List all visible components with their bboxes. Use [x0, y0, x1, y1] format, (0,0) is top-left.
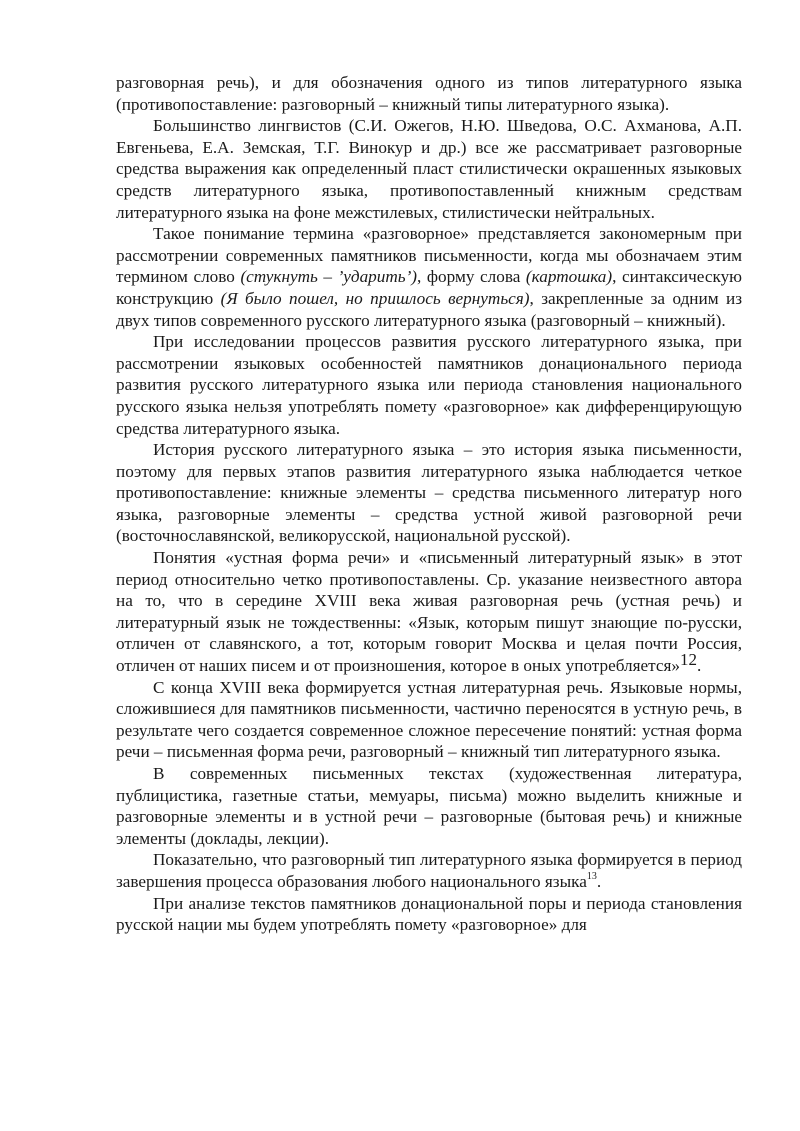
- paragraph-history: История русского литературного языка – это история языка письменности, поэтому для первых этапов развития литературного языка наблюдается четкое противопоставление: книжные элементы – средства письменного литератур ного языка, разговорные элементы – средства устной живой разговорной речи (восточнославянской, великорусской, национальной русской).: [116, 440, 742, 546]
- paragraph-18th-century: С конца XVIII века формируется устная литературная речь. Языковые нормы, сложившиеся для памятников письменности, частично переносятся в устную речь, в результате чего создается современное сложное пересечение понятий: устная форма речи – письменная форма речи, разговорный – книжный тип литературного языка.: [116, 677, 742, 762]
- paragraph-modern-texts: В современных письменных текстах (художественная литература, публицистика, газетные статьи, мемуары, письма) можно выделить книжные и разговорные элементы и в устной речи – разговорные (бытовая речь) и книжные элементы (доклады, лекции).: [116, 764, 742, 848]
- text-segment: .: [697, 656, 702, 676]
- paragraph-research: При исследовании процессов развития русского литературного языка, при рассмотрении языковых особенностей памятников донационального периода развития русского литературного языка или периода становления национального русского языка нельзя употреблять помету «разговорное» как дифференцирующую средства литературного языка.: [116, 332, 742, 438]
- paragraph-indicative: [116, 849, 742, 892]
- example-word: (стукнуть – ’ударить’): [240, 267, 418, 287]
- text-segment: , синтаксическую конструкцию: [116, 267, 743, 308]
- text-segment: Показательно, что разговорный тип литературного языка формируется в период завершения процесса образования любого национального языка: [116, 850, 742, 891]
- paragraph-linguists: Большинство лингвистов (С.И. Ожегов, Н.Ю. Шведова, О.С. Ахманова, А.П. Евгеньева, Е.А. Земская, Т.Г. Винокур и др.) все же рассматривает разговорные средства выражения как определенный пласт стилистически окрашенных языковых средств литературного языка, противопоставленный книжным средствам литературного языка на фоне межстилевых, стилистически нейтральных.: [116, 116, 742, 222]
- text-segment: Такое понимание термина «разговорное» представляется закономерным при рассмотрении современных памятников письменности, когда мы обозначаем этим термином слово: [116, 224, 742, 287]
- text-segment: .: [596, 871, 602, 891]
- example-word-form: (картошка): [525, 267, 613, 287]
- footnote-marker[interactable]: 13: [586, 870, 597, 882]
- paragraph-analysis: При анализе текстов памятников донациональной поры и периода становления русской нации мы будем употреблять помету «разговорное» для: [116, 893, 742, 935]
- footnote-marker[interactable]: 12: [680, 650, 698, 670]
- text-segment: , форму слова: [417, 267, 526, 287]
- paragraph-continuation: разговорная речь), и для обозначения одного из типов литературного языка (противопоставление: разговорный – книжный типы литературного языка).: [116, 73, 742, 114]
- text-segment: , закрепленные за одним из двух типов современного русского литературного языка (разговорный – книжный).: [116, 288, 742, 330]
- paragraph-concepts: [116, 547, 742, 677]
- example-construction: (Я было пошел, но пришлось вернуться): [220, 288, 530, 308]
- document-page: [116, 72, 742, 936]
- paragraph-term-understanding: [116, 223, 742, 331]
- text-segment: Понятия «устная форма речи» и «письменный литературный язык» в этот период относительно четко противопоставлены. Ср. указание неизвестного автора на то, что в середине XVIII века живая разговорная речь (устная речь) и литературный язык не тождественны: «Язык, которым пишут знающие по-русски, отличен от славянского, а тот, которым говорит Москва и целая почти Россия, отличен от наших писем и от произношения, которое в оных употребляется»: [116, 548, 742, 676]
